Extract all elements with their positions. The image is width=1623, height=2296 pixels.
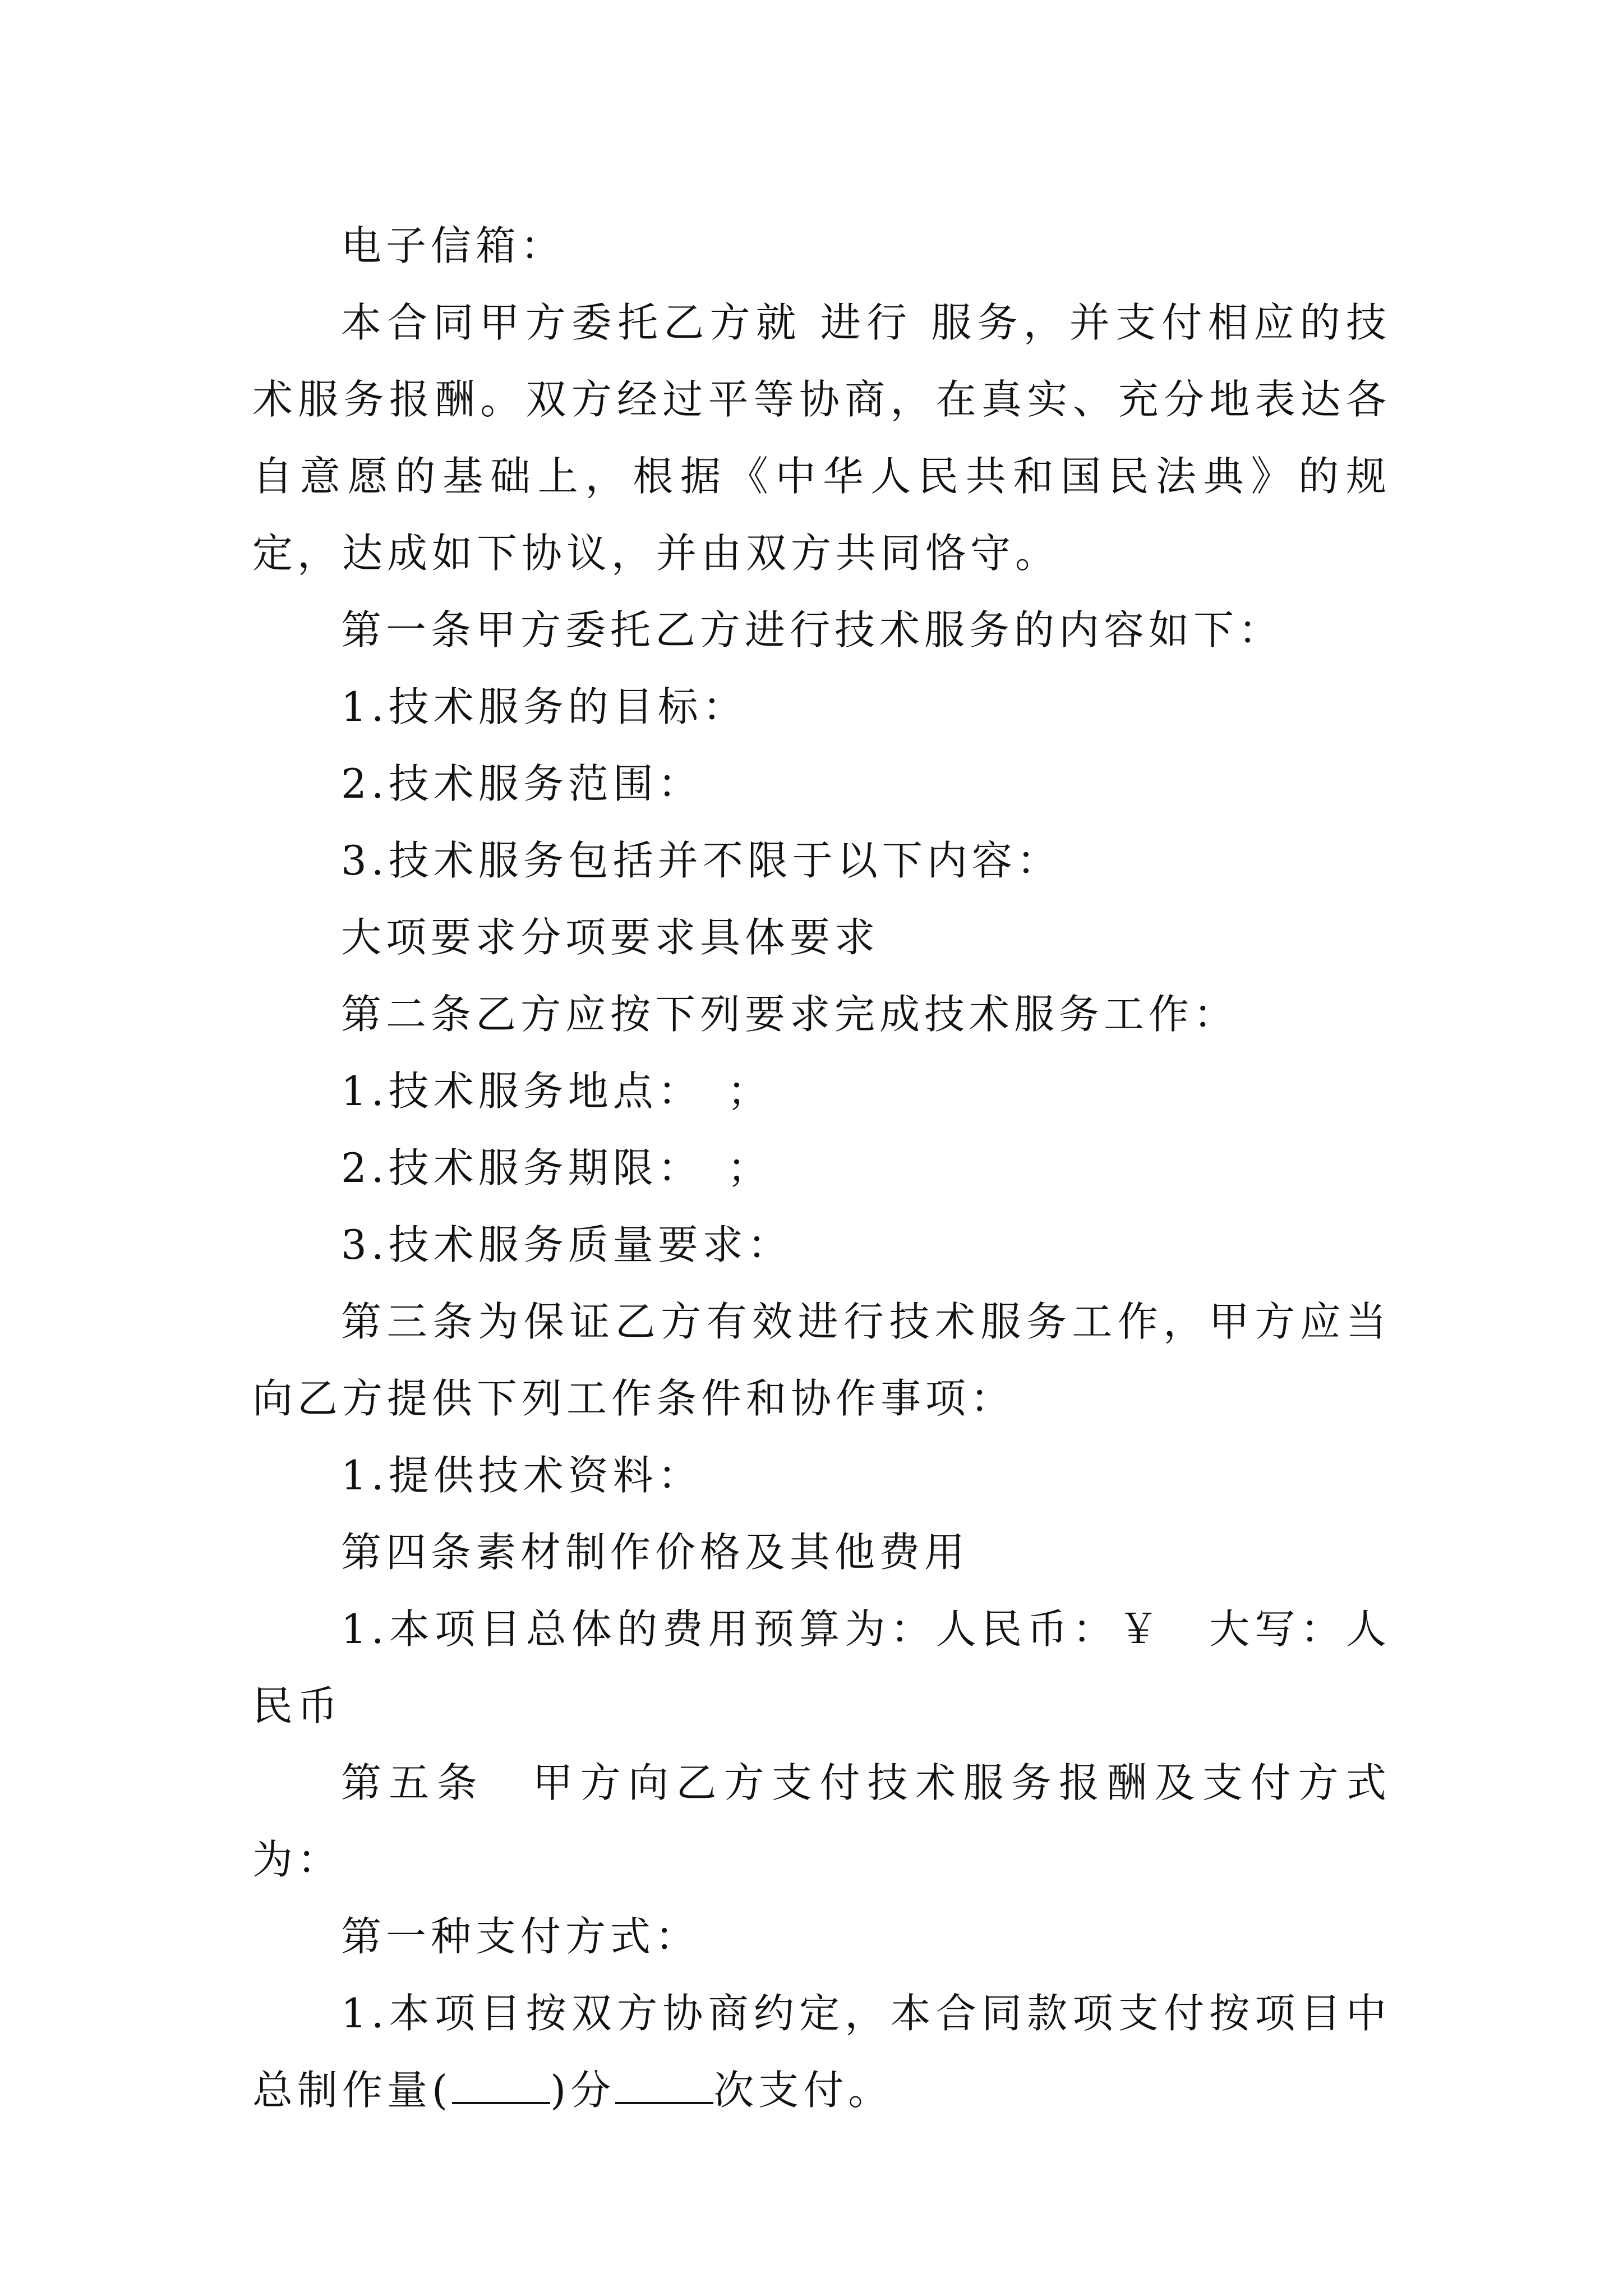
- intro-paragraph: 本合同甲方委托乙方就 进行 服务，并支付相应的技术服务报酬。双方经过平等协商，在真实、充分地表达各自意愿的基础上，根据《中华人民共和国民法典》的规定，达成如下协议，并由双方共同恪守。: [252, 299, 1391, 577]
- article-2-item-2: 2.技术服务期限： ；: [341, 1144, 772, 1191]
- email-line: 电子信箱：: [341, 222, 566, 269]
- quantity-blank: [452, 2067, 550, 2104]
- article-1-item-2: 2.技术服务范围：: [341, 760, 703, 807]
- article-1-item-1: 1.技术服务的目标：: [341, 683, 748, 730]
- payment-terms-suffix: 次支付。: [713, 2067, 893, 2114]
- payment-terms-paragraph: [252, 1975, 1391, 2129]
- article-2-heading: 第二条乙方应按下列要求完成技术服务工作：: [341, 991, 1239, 1038]
- article-3-item-1: 1.提供技术资料：: [341, 1452, 703, 1499]
- document-body: [252, 208, 1391, 2129]
- article-2-item-3: 3.技术服务质量要求：: [341, 1221, 792, 1268]
- article-3-heading: 第三条为保证乙方有效进行技术服务工作，甲方应当向乙方提供下列工作条件和协作事项：: [252, 1298, 1391, 1422]
- payment-method-1: 第一种支付方式：: [341, 1913, 700, 1960]
- installments-blank: [615, 2067, 713, 2104]
- payment-terms-middle: )分: [550, 2067, 616, 2114]
- article-1-heading: 第一条甲方委托乙方进行技术服务的内容如下：: [341, 606, 1284, 654]
- requirements-header: 大项要求分项要求具体要求: [341, 914, 880, 961]
- article-1-item-3: 3.技术服务包括并不限于以下内容：: [341, 837, 1062, 884]
- article-4-heading: 第四条素材制作价格及其他费用: [341, 1529, 970, 1576]
- payment-terms-prefix: 1.本项目按双方协商约定，本合同款项支付按项目中总制作量(: [252, 1990, 1391, 2114]
- article-2-item-1: 1.技术服务地点： ；: [341, 1068, 772, 1115]
- article-4-item-1: 1.本项目总体的费用预算为：人民币：￥ 大写：人民币: [252, 1605, 1391, 1729]
- article-5-heading: 第五条 甲方向乙方支付技术服务报酬及支付方式为：: [252, 1759, 1391, 1883]
